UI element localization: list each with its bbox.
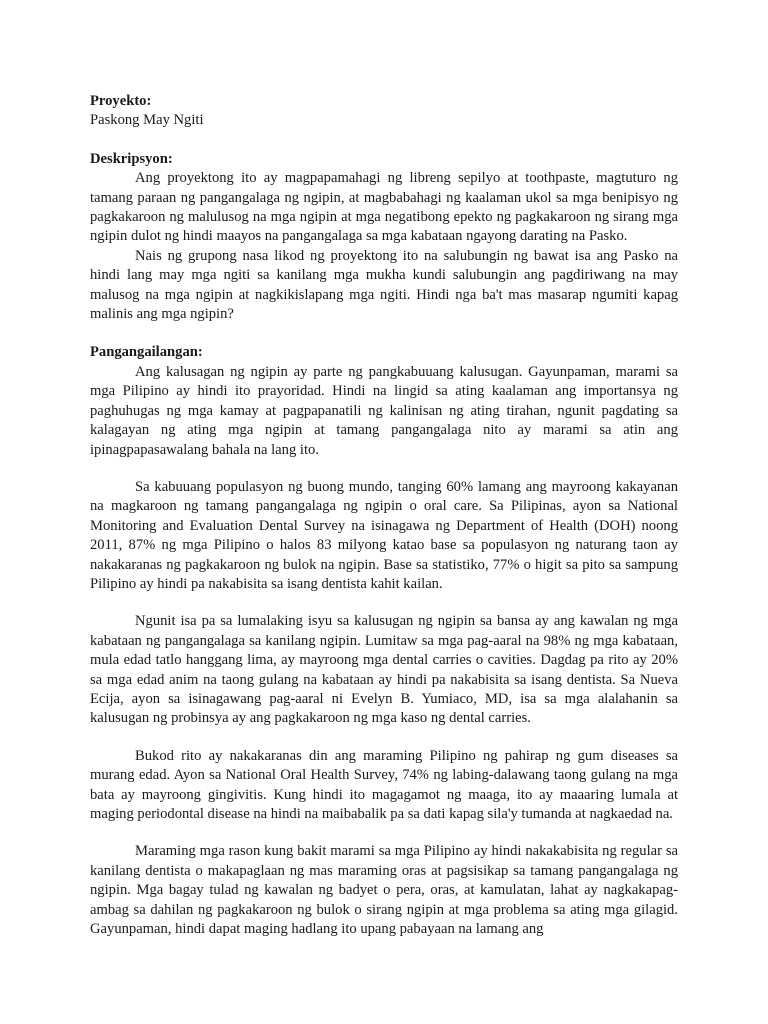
need-paragraph-3: Ngunit isa pa sa lumalaking isyu sa kalusugan ng ngipin sa bansa ay ang kawalan ng mga kabataan ng pangangalaga sa kanilang ngipin. Lumitaw sa mga pag-aaral na 98% ng mga kabataan, mula edad tatlo hanggang lima, ay mayroong mga dental carries o cavities. Dagdag pa rito ay 20% sa mga edad anim na taong gulang na kabataan ay hindi pa nakabisita sa isang dentista. Sa Nueva Ecija, ayon sa isinagawang pag-aaral ni Evelyn B. Yumiaco, MD, isa sa mga alalahanin sa kalusugan ng probinsya ay ang pagkakaroon ng mga kaso ng dental carries.: [90, 613, 678, 727]
description-paragraph-2: Nais ng grupong nasa likod ng proyektong ito na salubungin ng bawat isa ang Pasko na hindi lang may mga ngiti sa kanilang mga mukha kundi salubungin ang pagdiriwang na may malusog na mga ngipin at nagkikislapang mga ngiti. Hindi nga ba't mas masarap ngumiti kapag malinis ang mga ngipin?: [90, 247, 678, 323]
need-paragraph-5: Maraming mga rason kung bakit marami sa mga Pilipino ay hindi nakakabisita ng regular sa kanilang dentista o makapaglaan ng mas maraming oras at pagsisikap sa tamang pangangalaga ng ngipin. Mga bagay tulad ng kawalan ng badyet o pera, oras, at kamulatan, lahat ay nagkakapag-ambag sa dahilan ng pagkakaroon ng bulok o sirang ngipin at mga problema sa ating mga gilagid. Gayunpaman, hindi dapat maging hadlang ito upang pabayaan na lamang ang: [90, 843, 678, 938]
spacer: [90, 824, 678, 842]
document-page: [90, 92, 678, 939]
project-title: Paskong May Ngiti: [90, 112, 204, 129]
spacer: [90, 131, 678, 150]
need-paragraph-1: Ang kalusagan ng ngipin ay parte ng pangkabuuang kalusugan. Gayunpaman, marami sa mga Pilipino ay hindi ito prayoridad. Hindi na lingid sa ating kaalaman ang importansya ng paghuhugas ng mga kamay at pagpapanatili ng kalinisan ng ating tirahan, ngunit pagdating sa kalagayan ng ating mga ngipin at tamang pangangalaga nito ay marami sa atin ang ipinagpapasawalang bahala na lang ito.: [90, 363, 678, 458]
project-label: Proyekto:: [90, 93, 152, 109]
spacer: [90, 729, 678, 747]
description-label: Deskripsyon:: [90, 150, 173, 167]
spacer: [90, 324, 678, 343]
need-paragraph-4: Bukod rito ay nakakaranas din ang maraming Pilipino ng pahirap ng gum diseases sa murang edad. Ayon sa National Oral Health Survey, 74% ng labing-dalawang taong gulang na mga bata ay mayroong gingivitis. Kung hindi ito magagamot ng maaga, ito ay maaaring lumala at maging periodontal disease na hindi na maibabalik pa sa dati kapag sila'y tumanda at nagkaedad na.: [90, 747, 678, 822]
spacer: [90, 460, 678, 478]
description-paragraph-1: Ang proyektong ito ay magpapamahagi ng libreng sepilyo at toothpaste, magtuturo ng tamang paraan ng pangangalaga ng ngipin, at magbabahagi ng kaalaman ukol sa mga benipisyo ng pagkakaroon ng malulusog na mga ngipin at mga negatibong epekto ng pagkakaroon ng sirang mga ngipin dulot ng hindi maayos na pangangalaga sa mga kabataan ngayong darating na Pasko.: [90, 170, 678, 245]
spacer: [90, 594, 678, 612]
need-paragraph-2: Sa kabuuang populasyon ng buong mundo, tanging 60% lamang ang mayroong kakayanan na magkaroon ng tamang pangangalaga ng ngipin o oral care. Sa Pilipinas, ayon sa National Monitoring and Evaluation Dental Survey na isinagawa ng Department of Health (DOH) noong 2011, 87% ng mga Pilipino o halos 83 milyong katao base sa populasyon ng naturang taon ay nakakaranas ng pagkakaroon ng bulok na ngipin. Base sa statistiko, 77% o higit sa pito sa sampung Pilipino ay hindi pa nakabisita sa isang dentista kahit kailan.: [90, 478, 678, 592]
need-label: Pangangailangan:: [90, 344, 203, 361]
